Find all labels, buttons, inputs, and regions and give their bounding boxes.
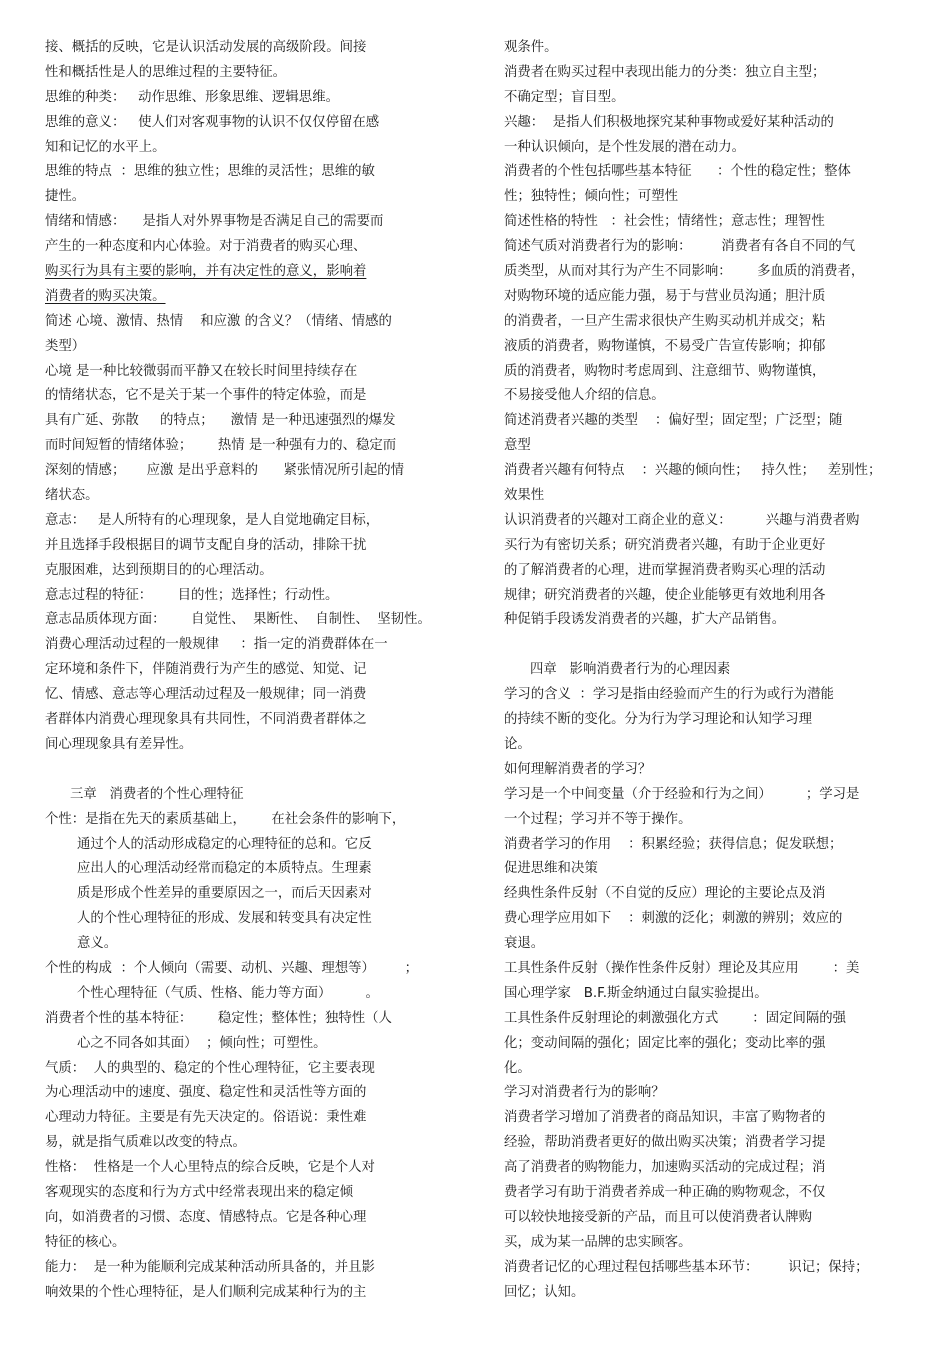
text-line: 客观现实的态度和行为方式中经常表现出来的稳定倾: [45, 1184, 353, 1200]
text-line: 简述消费者兴趣的类型 ：偏好型；固定型；广泛型；随: [504, 413, 843, 429]
text-line: 产生的一种态度和内心体验。对于消费者的购买心理、: [45, 239, 367, 255]
text-line: 类型）: [45, 338, 86, 354]
text-line: 思维的特点 ：思维的独立性；思维的灵活性；思维的敏: [45, 164, 375, 180]
text-line: 忆、情感、意志等心理活动过程及一般规律；同一消费: [45, 687, 367, 703]
right-column: [504, 36, 924, 1305]
text-line: 学习对消费者行为的影响？: [504, 1085, 665, 1101]
chapter-heading: 四章 影响消费者行为的心理因素: [530, 662, 731, 678]
text-line: 效果性: [504, 488, 545, 504]
text-line: 经典性条件反射（不自觉的反应）理论的主要论点及消: [504, 886, 826, 902]
text-line: 克服困难，达到预期目的的心理活动。: [45, 562, 273, 578]
text-line: 衰退。: [504, 936, 545, 952]
text-line: 具有广延、弥散 的特点； 激情 是一种迅速强烈的爆发: [45, 413, 396, 429]
text-line: 特征的核心。: [45, 1234, 126, 1250]
text-line: 消费者记忆的心理过程包括哪些基本环节： 识记；保持；: [504, 1259, 869, 1275]
text-line: 回忆；认知。: [504, 1284, 585, 1300]
text-line: 向，如消费者的习惯、态度、情感特点。它是各种心理: [45, 1209, 367, 1225]
text-line: 促进思维和决策: [504, 861, 598, 877]
text-line: 意型: [504, 438, 531, 454]
text-line: 观条件。: [504, 40, 558, 55]
text-line: 高了消费者的购物能力，加速购买活动的完成过程；消: [504, 1160, 826, 1176]
text-line: 响效果的个性心理特征，是人们顺利完成某种行为的主: [45, 1284, 367, 1300]
text-line: 心之不同各如其面） ；倾向性；可塑性。: [77, 1035, 327, 1051]
text-line: 消费者兴趣有何特点 ：兴趣的倾向性； 持久性； 差别性；: [504, 463, 882, 479]
text-line: 液质的消费者，购物谨慎，不易受广告宣传影响；抑郁: [504, 338, 826, 354]
text-line: 消费者个性的基本特征： 稳定性；整体性；独特性（人: [45, 1010, 392, 1026]
text-line: 化；变动间隔的强化；固定比率的强化；变动比率的强: [504, 1035, 826, 1051]
text-line: 个性心理特征（气质、性格、能力等方面） 。: [77, 985, 379, 1001]
text-line: 个性：是指在先天的素质基础上， 在社会条件的影响下，: [45, 811, 406, 827]
text-line: 工具性条件反射理论的刺激强化方式 ：固定间隔的强: [504, 1010, 847, 1026]
text-line: 并且选择手段根据目的调节支配自身的活动，排除干扰: [45, 537, 367, 553]
text-line: 认识消费者的兴趣对工商企业的意义： 兴趣与消费者购: [504, 512, 860, 528]
text-line: 心境 是一种比较微弱而平静又在较长时间里持续存在: [45, 363, 358, 379]
text-line: 知和记忆的水平上。: [45, 139, 166, 155]
text-line: 国心理学家 B.F.斯金纳通过白鼠实验提出。: [504, 985, 768, 1001]
text-line: 费者学习有助于消费者养成一种正确的购物观念，不仅: [504, 1184, 826, 1200]
text-line: 定环境和条件下，伴随消费行为产生的感觉、知觉、记: [45, 662, 367, 678]
text-line: 对购物环境的适应能力强，易于与营业员沟通；胆汁质: [504, 288, 826, 304]
text-line: 论。: [504, 736, 531, 752]
blank-line: [504, 633, 924, 658]
text-line: 种促销手段诱发消费者的兴趣，扩大产品销售。: [504, 612, 786, 628]
text-line: 质的消费者，购物时考虑周到、注意细节、购物谨慎，: [504, 363, 826, 379]
text-line: 买行为有密切关系；研究消费者兴趣，有助于企业更好: [504, 537, 826, 553]
text-line: 消费者学习增加了消费者的商品知识，丰富了购物者的: [504, 1110, 826, 1126]
text-line: 如何理解消费者的学习？: [504, 761, 652, 777]
text-line: 能力： 是一种为能顺利完成某种活动所具备的，并且影: [45, 1259, 375, 1275]
text-line: 意志品质体现方面： 自觉性、 果断性、 自制性、 坚韧性。: [45, 612, 431, 628]
text-line: 绪状态。: [45, 488, 99, 504]
text-line: 消费心理活动过程的一般规律 ：指一定的消费群体在一: [45, 637, 388, 653]
text-line: 意义。: [77, 936, 118, 952]
text-line: 经验，帮助消费者更好的做出购买决策；消费者学习提: [504, 1135, 826, 1151]
text-line: 心理动力特征。主要是有先天决定的。俗语说：秉性难: [45, 1110, 367, 1126]
text-line: 质是形成个性差异的重要原因之一，而后天因素对: [77, 886, 372, 902]
text-line: 一个过程；学习并不等于操作。: [504, 811, 692, 827]
text-line: 的了解消费者的心理，进而掌握消费者购买心理的活动: [504, 562, 826, 578]
text-line: 质类型，从而对其行为产生不同影响： 多血质的消费者，: [504, 264, 865, 280]
text-line: 气质： 人的典型的、稳定的个性心理特征，它主要表现: [45, 1060, 375, 1076]
text-line: 的情绪状态，它不是关于某一个事件的特定体验，而是: [45, 388, 367, 404]
text-line: 者群体内消费心理现象具有共同性，不同消费者群体之: [45, 712, 367, 728]
text-line: 间心理现象具有差异性。: [45, 736, 193, 752]
text-line: 人的个性心理特征的形成、发展和转变具有决定性: [77, 911, 372, 927]
text-line: 应出人的心理活动经常而稳定的本质特点。生理素: [77, 861, 372, 877]
text-line: 工具性条件反射（操作性条件反射）理论及其应用 ：美: [504, 960, 860, 976]
text-line: 个性的构成 ：个人倾向（需要、动机、兴趣、理想等） ；: [45, 960, 419, 976]
text-line: 深刻的情感； 应激 是出乎意料的 紧张情况所引起的情: [45, 463, 405, 479]
text-line: 接、概括的反映，它是认识活动发展的高级阶段。间接: [45, 40, 367, 55]
text-line: 消费者的个性包括哪些基本特征 ：个性的稳定性；整体: [504, 164, 851, 180]
text-line: 费心理学应用如下 ：刺激的泛化；刺激的辨别；效应的: [504, 911, 843, 927]
text-line: 而时间短暂的情绪体验； 热情 是一种强有力的、稳定而: [45, 438, 397, 454]
text-line: 学习的含义 ：学习是指由经验而产生的行为或行为潜能: [504, 687, 834, 703]
text-line: 买，成为某一品牌的忠实顾客。: [504, 1234, 692, 1250]
text-line: 化。: [504, 1060, 531, 1076]
text-line: 不易接受他人介绍的信息。: [504, 388, 665, 404]
text-line: 简述性格的特性 ：社会性；情绪性；意志性；理智性: [504, 214, 825, 230]
text-line: 的持续不断的变化。分为行为学习理论和认知学习理: [504, 712, 812, 728]
text-line: 性和概括性是人的思维过程的主要特征。: [45, 64, 287, 80]
text-line: 捷性。: [45, 189, 86, 205]
text-line: 思维的意义： 使人们对客观事物的认识不仅仅停留在感: [45, 114, 380, 130]
underlined-line: 消费者的购买决策。: [45, 288, 166, 304]
text-line: 为心理活动中的速度、强度、稳定性和灵活性等方面的: [45, 1085, 367, 1101]
text-line: 性；独特性；倾向性；可塑性: [504, 189, 679, 205]
text-line: 简述气质对消费者行为的影响： 消费者有各自不同的气: [504, 239, 856, 255]
text-line: 简述 心境、激情、热情 和应激 的含义？（情绪、情感的: [45, 313, 392, 329]
text-line: 不确定型；盲目型。: [504, 89, 625, 105]
text-line: 规律；研究消费者的兴趣，使企业能够更有效地利用各: [504, 587, 826, 603]
text-line: 性格： 性格是一个人心里特点的综合反映，它是个人对: [45, 1160, 375, 1176]
text-line: 的消费者，一旦产生需求很快产生购买动机并成交；粘: [504, 313, 826, 329]
text-line: 学习是一个中间变量（介于经验和行为之间） ；学习是: [504, 786, 860, 802]
text-line: 通过个人的活动形成稳定的心理特征的总和。它反: [77, 836, 372, 852]
text-line: 消费者在购买过程中表现出能力的分类：独立自主型；: [504, 64, 826, 80]
blank-line: [45, 758, 465, 783]
text-line: 可以较快地接受新的产品，而且可以使消费者认牌购: [504, 1209, 812, 1225]
text-line: 思维的种类： 动作思维、形象思维、逻辑思维。: [45, 89, 339, 105]
left-column: [45, 36, 465, 1305]
underlined-line: 购买行为具有主要的影响，并有决定性的意义，影响着: [45, 264, 367, 280]
text-line: 一种认识倾向，是个性发展的潜在动力。: [504, 139, 746, 155]
text-line: 情绪和情感： 是指人对外界事物是否满足自己的需要而: [45, 214, 384, 230]
text-line: 兴趣： 是指人们积极地探究某种事物或爱好某种活动的: [504, 114, 834, 130]
text-line: 意志过程的特征： 目的性；选择性；行动性。: [45, 587, 339, 603]
text-line: 意志： 是人所特有的心理现象，是人自觉地确定目标，: [45, 512, 380, 528]
chapter-heading: 三章 消费者的个性心理特征: [70, 786, 244, 802]
text-line: 消费者学习的作用 ：积累经验；获得信息；促发联想；: [504, 836, 843, 852]
text-line: 易，就是指气质难以改变的特点。: [45, 1135, 246, 1151]
